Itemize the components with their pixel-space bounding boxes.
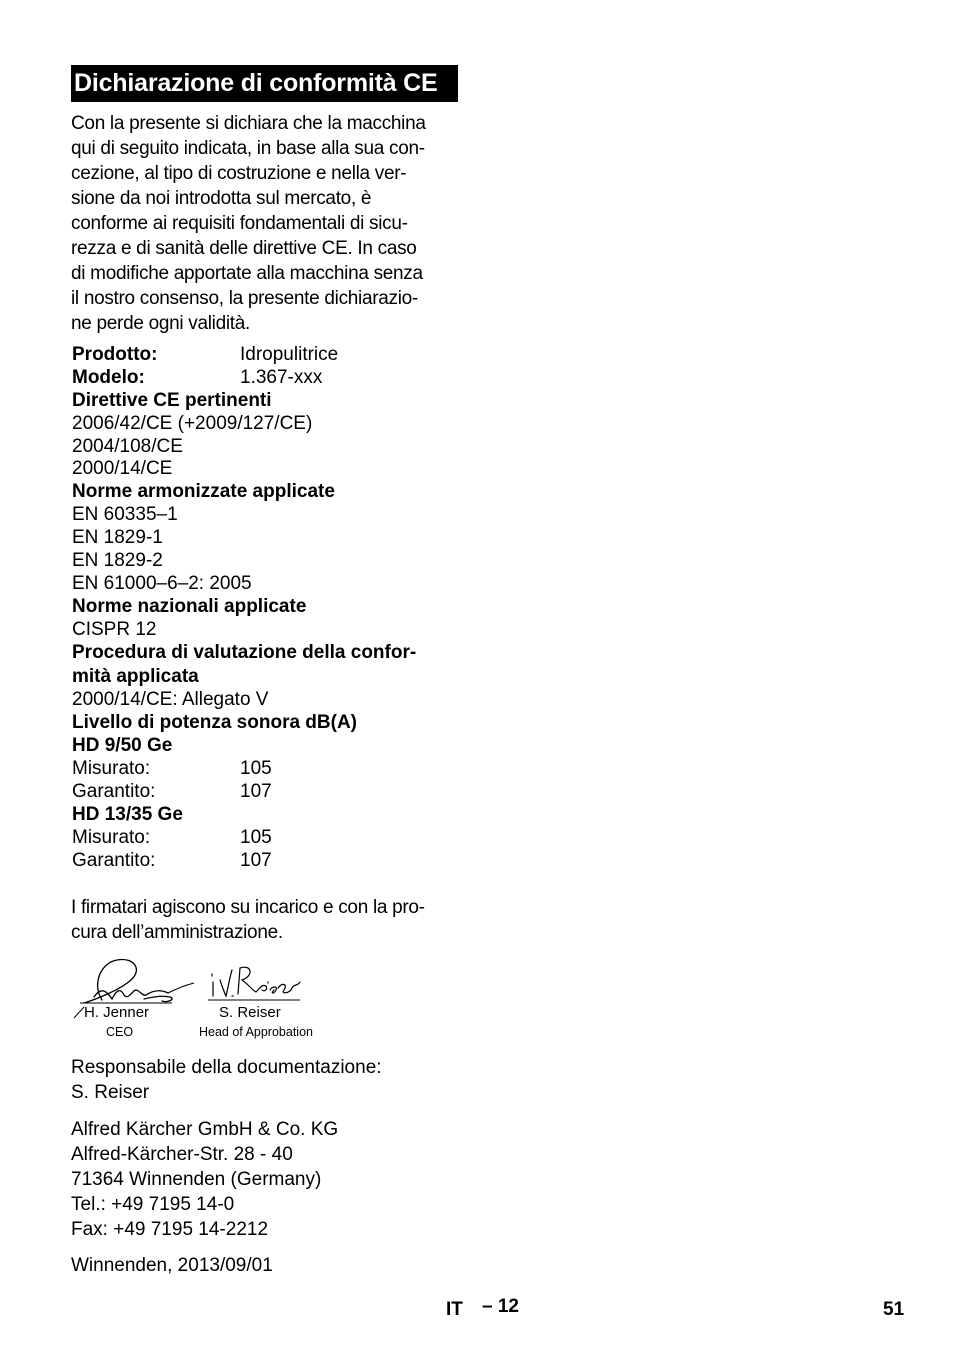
company-line: Alfred Kärcher GmbH & Co. KG bbox=[71, 1119, 339, 1140]
signatory-name: S. Reiser bbox=[219, 1004, 281, 1021]
company-line: Fax: +49 7195 14-2212 bbox=[71, 1219, 269, 1240]
page-title: Dichiarazione di conformità CE bbox=[71, 65, 458, 102]
measured-value: 105 bbox=[240, 758, 272, 780]
national-item: CISPR 12 bbox=[72, 618, 157, 640]
signatory-name: H. Jenner bbox=[84, 1004, 150, 1021]
sound-measured-row bbox=[72, 827, 462, 850]
harmonized-heading: Norme armonizzate applicate bbox=[72, 481, 335, 503]
harmonized-item: EN 60335–1 bbox=[72, 504, 178, 526]
sound-guaranteed-row bbox=[72, 781, 462, 804]
signatory-role: Head of Approbation bbox=[199, 1025, 313, 1039]
intro-line: ne perde ogni validità. bbox=[71, 313, 251, 334]
intro-line: conforme ai requisiti fondamentali di sicu- bbox=[71, 213, 408, 234]
directive-item: 2006/42/CE (+2009/127/CE) bbox=[72, 412, 313, 434]
place-date: Winnenden, 2013/09/01 bbox=[71, 1255, 273, 1276]
intro-paragraph bbox=[71, 111, 461, 336]
product-row bbox=[72, 344, 462, 367]
sound-model-name: HD 13/35 Ge bbox=[72, 803, 183, 825]
intro-line: cezione, al tipo di costruzione e nella ver- bbox=[71, 163, 407, 184]
intro-line: Con la presente si dichiara che la macchina bbox=[71, 113, 426, 134]
intro-line: di modifiche apportate alla macchina senza bbox=[71, 263, 423, 284]
signature-reiser-image bbox=[208, 960, 308, 1005]
harmonized-item: EN 1829-2 bbox=[72, 550, 163, 572]
intro-line: il nostro consenso, la presente dichiarazio- bbox=[71, 288, 418, 309]
company-line: Tel.: +49 7195 14-0 bbox=[71, 1194, 235, 1215]
sound-heading: Livello di potenza sonora dB(A) bbox=[72, 712, 358, 734]
product-value: Idropulitrice bbox=[240, 344, 339, 365]
company-line: 71364 Winnenden (Germany) bbox=[71, 1169, 322, 1190]
harmonized-item: EN 1829-1 bbox=[72, 527, 163, 549]
measured-label: Misurato: bbox=[72, 758, 151, 780]
documentation-name: S. Reiser bbox=[71, 1082, 150, 1103]
model-label: Modelo: bbox=[72, 366, 145, 388]
measured-label: Misurato: bbox=[72, 826, 151, 848]
guaranteed-label: Garantito: bbox=[72, 849, 156, 871]
closing-line: cura dell’amministrazione. bbox=[71, 922, 283, 943]
sound-model-name: HD 9/50 Ge bbox=[72, 735, 173, 757]
closing-paragraph bbox=[71, 895, 461, 945]
sound-guaranteed-row bbox=[72, 850, 462, 873]
footer-section-page: – 12 bbox=[482, 1296, 519, 1317]
documentation-block bbox=[71, 1055, 461, 1105]
footer-page-number: 51 bbox=[883, 1299, 905, 1320]
procedure-heading-line: Procedura di valutazione della confor- bbox=[72, 641, 417, 663]
signatory-role: CEO bbox=[106, 1025, 134, 1039]
procedure-heading bbox=[72, 642, 462, 690]
harmonized-item: EN 61000–6–2: 2005 bbox=[72, 572, 252, 594]
directive-item: 2000/14/CE bbox=[72, 458, 173, 480]
guaranteed-value: 107 bbox=[240, 780, 272, 802]
procedure-heading-line: mità applicata bbox=[72, 666, 199, 688]
national-heading: Norme nazionali applicate bbox=[72, 595, 307, 617]
directives-heading: Direttive CE pertinenti bbox=[72, 389, 272, 411]
sound-measured-row bbox=[72, 758, 462, 781]
product-label: Prodotto: bbox=[72, 344, 158, 365]
model-value: 1.367-xxx bbox=[240, 366, 323, 388]
specifications-block bbox=[72, 344, 462, 873]
intro-line: sione da noi introdotta sul mercato, è bbox=[71, 188, 372, 209]
directive-item: 2004/108/CE bbox=[72, 435, 183, 457]
documentation-label: Responsabile della documentazione: bbox=[71, 1057, 382, 1078]
procedure-item: 2000/14/CE: Allegato V bbox=[72, 689, 269, 711]
closing-line: I firmatari agiscono su incarico e con la pro- bbox=[71, 897, 425, 918]
measured-value: 105 bbox=[240, 826, 272, 848]
guaranteed-label: Garantito: bbox=[72, 780, 156, 802]
guaranteed-value: 107 bbox=[240, 849, 272, 871]
intro-line: qui di seguito indicata, in base alla sua con- bbox=[71, 138, 425, 159]
model-row bbox=[72, 367, 462, 390]
footer-language: IT bbox=[446, 1299, 463, 1320]
company-line: Alfred-Kärcher-Str. 28 - 40 bbox=[71, 1144, 293, 1165]
company-address bbox=[71, 1117, 461, 1242]
intro-line: rezza e di sanità delle direttive CE. In caso bbox=[71, 238, 417, 259]
